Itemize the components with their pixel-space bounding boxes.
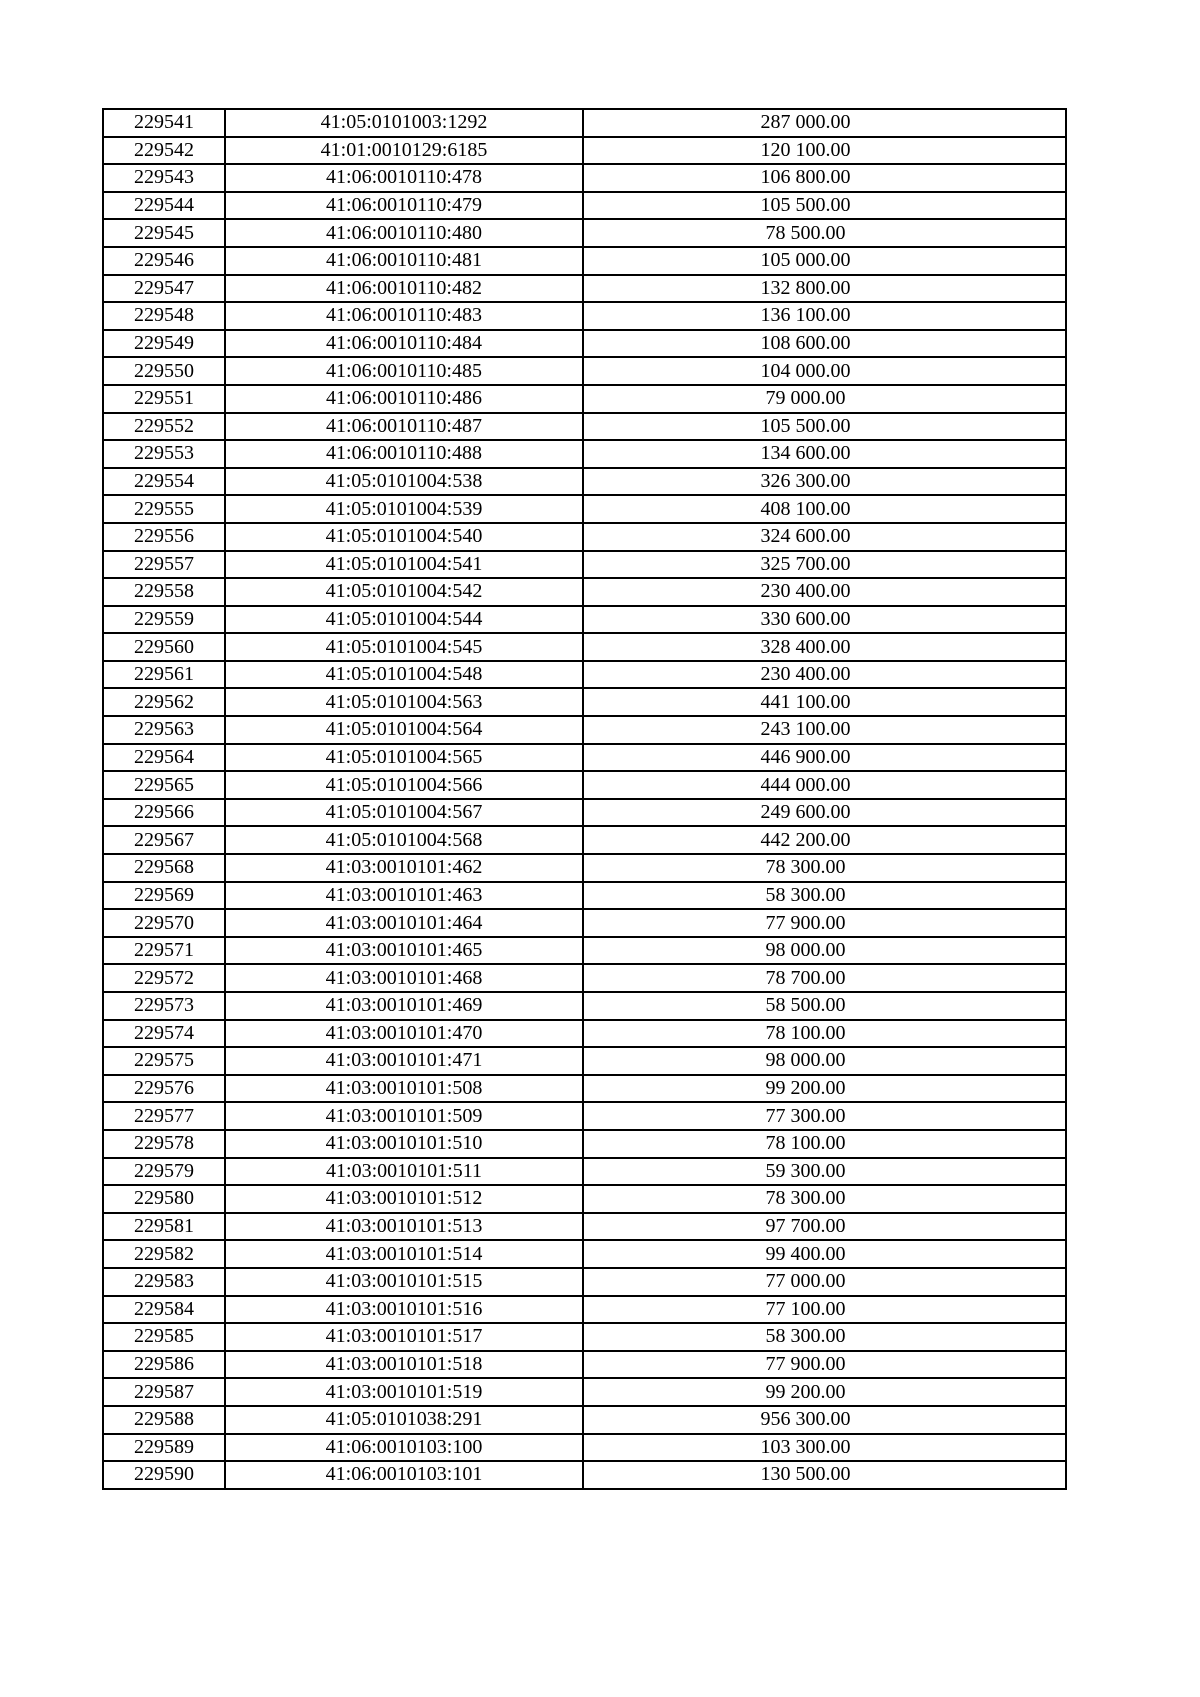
- cadastral-value-text: 105 500.00: [760, 194, 851, 217]
- cadastral-value-cell: [583, 1240, 1066, 1268]
- row-number-cell: 229574: [103, 1020, 225, 1048]
- cadastral-number-cell: 41:03:0010101:468: [225, 964, 583, 992]
- table-row: [103, 744, 1066, 772]
- cadastral-value-cell: [583, 413, 1066, 441]
- row-number-cell: 229568: [103, 854, 225, 882]
- cadastral-value-text: 104 000.00: [760, 359, 851, 382]
- cadastral-number-cell: 41:05:0101004:565: [225, 744, 583, 772]
- cadastral-value-text: 97 700.00: [765, 1215, 846, 1238]
- cadastral-value-cell: [583, 1185, 1066, 1213]
- cadastral-value-text: 136 100.00: [760, 304, 851, 327]
- cadastral-value-text: 324 600.00: [760, 525, 851, 548]
- cadastral-value-cell: [583, 909, 1066, 937]
- cadastral-number-cell: 41:03:0010101:517: [225, 1323, 583, 1351]
- cadastral-value-text: 120 100.00: [760, 138, 851, 161]
- row-number-cell: 229563: [103, 716, 225, 744]
- table-row: [103, 937, 1066, 965]
- cadastral-value-text: 287 000.00: [760, 111, 851, 134]
- row-number-cell: 229570: [103, 909, 225, 937]
- cadastral-value-cell: [583, 468, 1066, 496]
- cadastral-value-text: 77 900.00: [765, 911, 846, 934]
- cadastral-number-cell: 41:06:0010110:481: [225, 247, 583, 275]
- cadastral-number-cell: 41:05:0101004:568: [225, 826, 583, 854]
- cadastral-value-cell: [583, 1323, 1066, 1351]
- row-number-cell: 229586: [103, 1351, 225, 1379]
- cadastral-number-cell: 41:03:0010101:470: [225, 1020, 583, 1048]
- cadastral-value-text: 130 500.00: [760, 1463, 851, 1486]
- cadastral-value-cell: [583, 440, 1066, 468]
- cadastral-value-cell: [583, 164, 1066, 192]
- cadastral-number-cell: 41:06:0010110:484: [225, 330, 583, 358]
- cadastral-number-cell: 41:06:0010110:488: [225, 440, 583, 468]
- cadastral-value-cell: [583, 771, 1066, 799]
- cadastral-value-cell: [583, 744, 1066, 772]
- cadastral-value-text: 77 100.00: [765, 1297, 846, 1320]
- cadastral-value-text: 249 600.00: [760, 801, 851, 824]
- row-number-cell: 229581: [103, 1213, 225, 1241]
- table-row: [103, 385, 1066, 413]
- table-row: [103, 716, 1066, 744]
- cadastral-number-cell: 41:03:0010101:515: [225, 1268, 583, 1296]
- cadastral-value-cell: [583, 826, 1066, 854]
- row-number-cell: 229550: [103, 357, 225, 385]
- cadastral-value-cell: [583, 992, 1066, 1020]
- table-row: [103, 164, 1066, 192]
- row-number-cell: 229578: [103, 1130, 225, 1158]
- row-number-cell: 229546: [103, 247, 225, 275]
- cadastral-value-cell: [583, 606, 1066, 634]
- cadastral-value-text: 325 700.00: [760, 552, 851, 575]
- cadastral-value-cell: [583, 1075, 1066, 1103]
- cadastral-value-cell: [583, 799, 1066, 827]
- cadastral-value-text: 956 300.00: [760, 1408, 851, 1431]
- cadastral-number-cell: 41:06:0010110:485: [225, 357, 583, 385]
- table-row: [103, 357, 1066, 385]
- cadastral-number-cell: 41:03:0010101:518: [225, 1351, 583, 1379]
- cadastral-value-text: 78 100.00: [765, 1021, 846, 1044]
- cadastral-value-cell: [583, 357, 1066, 385]
- cadastral-number-cell: 41:03:0010101:510: [225, 1130, 583, 1158]
- cadastral-number-cell: 41:05:0101004:542: [225, 578, 583, 606]
- table-row: [103, 1406, 1066, 1434]
- cadastral-value-cell: [583, 1296, 1066, 1324]
- cadastral-value-text: 446 900.00: [760, 745, 851, 768]
- cadastral-value-text: 105 500.00: [760, 414, 851, 437]
- cadastral-number-cell: 41:05:0101004:564: [225, 716, 583, 744]
- row-number-cell: 229566: [103, 799, 225, 827]
- row-number-cell: 229583: [103, 1268, 225, 1296]
- cadastral-value-text: 58 300.00: [765, 883, 846, 906]
- cadastral-value-text: 77 300.00: [765, 1104, 846, 1127]
- cadastral-value-text: 98 000.00: [765, 1049, 846, 1072]
- cadastral-number-cell: 41:06:0010103:101: [225, 1461, 583, 1489]
- table-row: [103, 1434, 1066, 1462]
- row-number-cell: 229567: [103, 826, 225, 854]
- row-number-cell: 229560: [103, 633, 225, 661]
- cadastral-value-text: 78 300.00: [765, 856, 846, 879]
- cadastral-value-cell: [583, 716, 1066, 744]
- row-number-cell: 229557: [103, 551, 225, 579]
- cadastral-value-cell: [583, 1020, 1066, 1048]
- cadastral-value-cell: [583, 1102, 1066, 1130]
- table-body: [103, 109, 1066, 1489]
- cadastral-number-cell: 41:05:0101004:539: [225, 495, 583, 523]
- table-row: [103, 661, 1066, 689]
- row-number-cell: 229580: [103, 1185, 225, 1213]
- cadastral-value-cell: [583, 1047, 1066, 1075]
- cadastral-value-cell: [583, 1130, 1066, 1158]
- cadastral-value-text: 243 100.00: [760, 718, 851, 741]
- table-row: [103, 413, 1066, 441]
- cadastral-number-cell: 41:06:0010110:486: [225, 385, 583, 413]
- cadastral-value-cell: [583, 330, 1066, 358]
- cadastral-value-text: 98 000.00: [765, 939, 846, 962]
- cadastral-value-text: 230 400.00: [760, 580, 851, 603]
- table-row: [103, 1130, 1066, 1158]
- row-number-cell: 229541: [103, 109, 225, 137]
- cadastral-number-cell: 41:05:0101004:538: [225, 468, 583, 496]
- cadastral-value-cell: [583, 688, 1066, 716]
- cadastral-value-cell: [583, 937, 1066, 965]
- table-row: [103, 882, 1066, 910]
- cadastral-value-cell: [583, 275, 1066, 303]
- table-row: [103, 1020, 1066, 1048]
- cadastral-number-cell: 41:05:0101003:1292: [225, 109, 583, 137]
- cadastral-number-cell: 41:03:0010101:514: [225, 1240, 583, 1268]
- row-number-cell: 229551: [103, 385, 225, 413]
- row-number-cell: 229565: [103, 771, 225, 799]
- cadastral-value-text: 99 200.00: [765, 1077, 846, 1100]
- row-number-cell: 229559: [103, 606, 225, 634]
- cadastral-value-cell: [583, 633, 1066, 661]
- cadastral-value-cell: [583, 551, 1066, 579]
- table-row: [103, 1075, 1066, 1103]
- cadastral-value-text: 134 600.00: [760, 442, 851, 465]
- cadastral-number-cell: 41:03:0010101:513: [225, 1213, 583, 1241]
- row-number-cell: 229579: [103, 1158, 225, 1186]
- table-row: [103, 1185, 1066, 1213]
- table-row: [103, 302, 1066, 330]
- cadastral-value-text: 99 200.00: [765, 1380, 846, 1403]
- row-number-cell: 229556: [103, 523, 225, 551]
- cadastral-value-cell: [583, 1434, 1066, 1462]
- cadastral-number-cell: 41:03:0010101:465: [225, 937, 583, 965]
- cadastral-number-cell: 41:05:0101038:291: [225, 1406, 583, 1434]
- row-number-cell: 229572: [103, 964, 225, 992]
- cadastral-number-cell: 41:05:0101004:563: [225, 688, 583, 716]
- cadastral-value-text: 105 000.00: [760, 249, 851, 272]
- cadastral-value-cell: [583, 1158, 1066, 1186]
- row-number-cell: 229555: [103, 495, 225, 523]
- cadastral-number-cell: 41:05:0101004:548: [225, 661, 583, 689]
- cadastral-number-cell: 41:06:0010110:483: [225, 302, 583, 330]
- row-number-cell: 229585: [103, 1323, 225, 1351]
- row-number-cell: 229564: [103, 744, 225, 772]
- cadastral-value-text: 78 500.00: [765, 221, 846, 244]
- cadastral-value-text: 230 400.00: [760, 663, 851, 686]
- cadastral-number-cell: 41:06:0010110:482: [225, 275, 583, 303]
- cadastral-number-cell: 41:05:0101004:567: [225, 799, 583, 827]
- row-number-cell: 229589: [103, 1434, 225, 1462]
- table-row: [103, 1323, 1066, 1351]
- cadastral-value-cell: [583, 854, 1066, 882]
- table-row: [103, 688, 1066, 716]
- cadastral-value-text: 408 100.00: [760, 497, 851, 520]
- cadastral-value-cell: [583, 964, 1066, 992]
- cadastral-value-cell: [583, 109, 1066, 137]
- cadastral-number-cell: 41:03:0010101:509: [225, 1102, 583, 1130]
- cadastral-value-cell: [583, 1268, 1066, 1296]
- table-row: [103, 1158, 1066, 1186]
- cadastral-number-cell: 41:05:0101004:545: [225, 633, 583, 661]
- table-row: [103, 606, 1066, 634]
- cadastral-value-cell: [583, 247, 1066, 275]
- cadastral-value-text: 330 600.00: [760, 607, 851, 630]
- cadastral-number-cell: 41:03:0010101:463: [225, 882, 583, 910]
- cadastral-value-cell: [583, 302, 1066, 330]
- table-row: [103, 247, 1066, 275]
- cadastral-number-cell: 41:03:0010101:516: [225, 1296, 583, 1324]
- cadastral-value-cell: [583, 192, 1066, 220]
- cadastral-value-text: 99 400.00: [765, 1242, 846, 1265]
- table-row: [103, 468, 1066, 496]
- table-row: [103, 1102, 1066, 1130]
- table-row: [103, 633, 1066, 661]
- cadastral-value-cell: [583, 1378, 1066, 1406]
- cadastral-number-cell: 41:03:0010101:519: [225, 1378, 583, 1406]
- cadastral-number-cell: 41:05:0101004:566: [225, 771, 583, 799]
- cadastral-value-cell: [583, 578, 1066, 606]
- row-number-cell: 229576: [103, 1075, 225, 1103]
- cadastral-value-text: 58 300.00: [765, 1325, 846, 1348]
- cadastral-value-table: [102, 108, 1067, 1490]
- row-number-cell: 229553: [103, 440, 225, 468]
- row-number-cell: 229569: [103, 882, 225, 910]
- cadastral-value-cell: [583, 1213, 1066, 1241]
- cadastral-value-cell: [583, 523, 1066, 551]
- cadastral-value-cell: [583, 1351, 1066, 1379]
- cadastral-value-text: 444 000.00: [760, 773, 851, 796]
- row-number-cell: 229549: [103, 330, 225, 358]
- cadastral-value-cell: [583, 661, 1066, 689]
- row-number-cell: 229542: [103, 137, 225, 165]
- cadastral-number-cell: 41:05:0101004:544: [225, 606, 583, 634]
- cadastral-value-text: 328 400.00: [760, 635, 851, 658]
- table-row: [103, 1240, 1066, 1268]
- row-number-cell: 229571: [103, 937, 225, 965]
- table-row: [103, 192, 1066, 220]
- table-row: [103, 992, 1066, 1020]
- cadastral-value-text: 106 800.00: [760, 166, 851, 189]
- cadastral-value-text: 108 600.00: [760, 332, 851, 355]
- row-number-cell: 229558: [103, 578, 225, 606]
- table-row: [103, 137, 1066, 165]
- table-row: [103, 826, 1066, 854]
- row-number-cell: 229573: [103, 992, 225, 1020]
- table-row: [103, 275, 1066, 303]
- table-row: [103, 799, 1066, 827]
- cadastral-value-text: 58 500.00: [765, 994, 846, 1017]
- table-row: [103, 1461, 1066, 1489]
- cadastral-number-cell: 41:03:0010101:511: [225, 1158, 583, 1186]
- table-row: [103, 1268, 1066, 1296]
- table-row: [103, 578, 1066, 606]
- row-number-cell: 229547: [103, 275, 225, 303]
- cadastral-number-cell: 41:06:0010110:479: [225, 192, 583, 220]
- cadastral-value-text: 77 000.00: [765, 1270, 846, 1293]
- cadastral-value-text: 442 200.00: [760, 828, 851, 851]
- row-number-cell: 229588: [103, 1406, 225, 1434]
- row-number-cell: 229554: [103, 468, 225, 496]
- cadastral-number-cell: 41:01:0010129:6185: [225, 137, 583, 165]
- cadastral-value-text: 441 100.00: [760, 690, 851, 713]
- cadastral-number-cell: 41:06:0010110:487: [225, 413, 583, 441]
- cadastral-value-cell: [583, 882, 1066, 910]
- cadastral-value-text: 79 000.00: [765, 387, 846, 410]
- cadastral-value-cell: [583, 1406, 1066, 1434]
- cadastral-value-text: 78 300.00: [765, 1187, 846, 1210]
- row-number-cell: 229548: [103, 302, 225, 330]
- row-number-cell: 229545: [103, 219, 225, 247]
- row-number-cell: 229561: [103, 661, 225, 689]
- table-row: [103, 219, 1066, 247]
- table-row: [103, 1213, 1066, 1241]
- cadastral-value-text: 77 900.00: [765, 1353, 846, 1376]
- row-number-cell: 229587: [103, 1378, 225, 1406]
- cadastral-number-cell: 41:03:0010101:471: [225, 1047, 583, 1075]
- cadastral-value-cell: [583, 137, 1066, 165]
- table-row: [103, 1378, 1066, 1406]
- cadastral-number-cell: 41:06:0010103:100: [225, 1434, 583, 1462]
- cadastral-number-cell: 41:03:0010101:469: [225, 992, 583, 1020]
- cadastral-number-cell: 41:03:0010101:508: [225, 1075, 583, 1103]
- table-row: [103, 523, 1066, 551]
- table-row: [103, 1296, 1066, 1324]
- cadastral-number-cell: 41:05:0101004:540: [225, 523, 583, 551]
- cadastral-number-cell: 41:06:0010110:478: [225, 164, 583, 192]
- cadastral-number-cell: 41:03:0010101:464: [225, 909, 583, 937]
- cadastral-value-text: 103 300.00: [760, 1435, 851, 1458]
- table-row: [103, 1351, 1066, 1379]
- row-number-cell: 229544: [103, 192, 225, 220]
- cadastral-value-cell: [583, 385, 1066, 413]
- table-row: [103, 440, 1066, 468]
- cadastral-value-text: 78 100.00: [765, 1132, 846, 1155]
- row-number-cell: 229577: [103, 1102, 225, 1130]
- cadastral-value-cell: [583, 219, 1066, 247]
- row-number-cell: 229584: [103, 1296, 225, 1324]
- table-row: [103, 964, 1066, 992]
- table-row: [103, 909, 1066, 937]
- table-row: [103, 109, 1066, 137]
- cadastral-value-text: 59 300.00: [765, 1159, 846, 1182]
- cadastral-value-text: 78 700.00: [765, 966, 846, 989]
- table-row: [103, 551, 1066, 579]
- cadastral-value-text: 132 800.00: [760, 276, 851, 299]
- table-row: [103, 495, 1066, 523]
- cadastral-value-cell: [583, 1461, 1066, 1489]
- table-row: [103, 330, 1066, 358]
- cadastral-number-cell: 41:03:0010101:512: [225, 1185, 583, 1213]
- table-row: [103, 1047, 1066, 1075]
- row-number-cell: 229562: [103, 688, 225, 716]
- cadastral-value-text: 326 300.00: [760, 470, 851, 493]
- table-row: [103, 771, 1066, 799]
- cadastral-number-cell: 41:06:0010110:480: [225, 219, 583, 247]
- row-number-cell: 229582: [103, 1240, 225, 1268]
- row-number-cell: 229543: [103, 164, 225, 192]
- table-row: [103, 854, 1066, 882]
- row-number-cell: 229590: [103, 1461, 225, 1489]
- cadastral-number-cell: 41:05:0101004:541: [225, 551, 583, 579]
- cadastral-number-cell: 41:03:0010101:462: [225, 854, 583, 882]
- cadastral-value-cell: [583, 495, 1066, 523]
- row-number-cell: 229552: [103, 413, 225, 441]
- row-number-cell: 229575: [103, 1047, 225, 1075]
